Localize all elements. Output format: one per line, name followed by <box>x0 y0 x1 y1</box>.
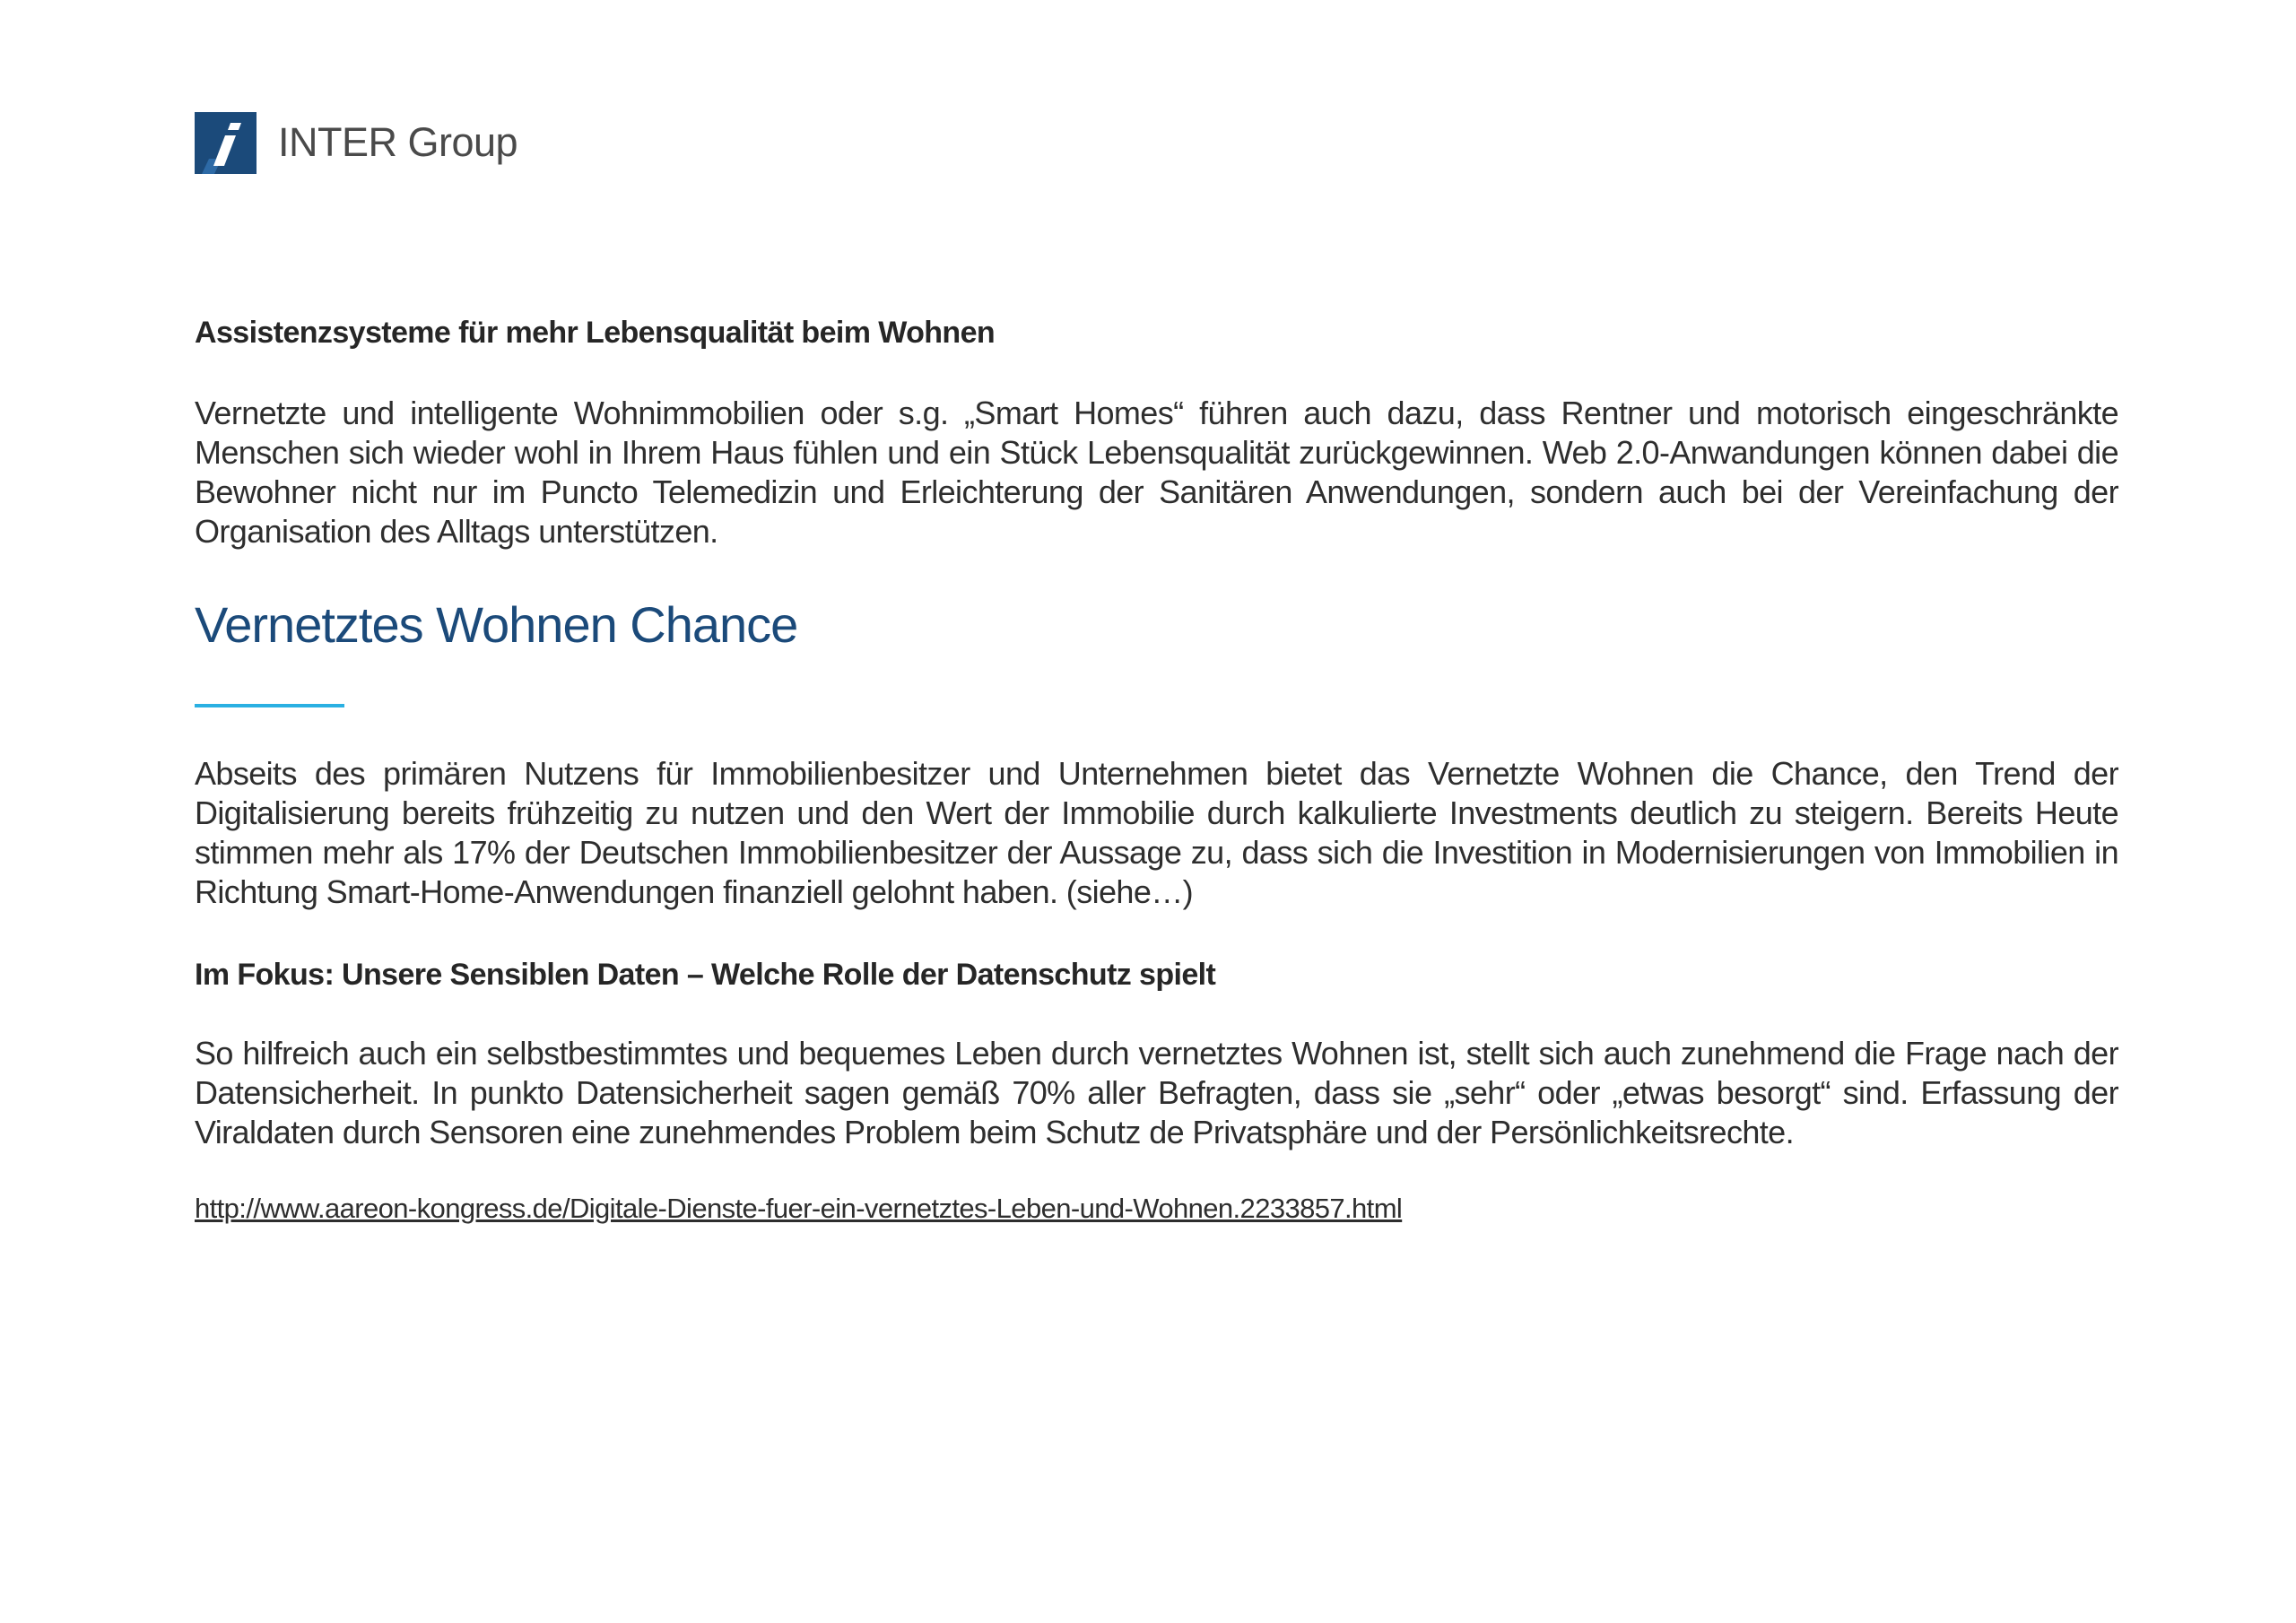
paragraph-datenschutz: So hilfreich auch ein selbstbestimmtes und bequemes Leben durch vernetztes Wohnen ist, stellt sich auch zunehmend die Frage nach der Datensicherheit. In punkto Datensicherheit sagen gemäß 70% aller Befragten, dass sie „sehr“ oder „etwas besorgt“ sind. Erfassung der Viraldaten durch Sensoren eine zunehmendes Problem beim Schutz de Privatsphäre und der Persönlichkeitsrechte. <box>195 1035 2118 1150</box>
brand-logo <box>195 110 517 175</box>
inter-group-i-logo-icon <box>195 112 257 174</box>
page-title: Vernetztes Wohnen Chance <box>195 596 798 653</box>
title-accent-divider <box>195 704 344 707</box>
paragraph-assistenzsysteme: Vernetzte und intelligente Wohnimmobilien oder s.g. „Smart Homes“ führen auch dazu, dass Rentner und motorisch eingeschränkte Menschen sich wieder wohl in Ihrem Haus fühlen und ein Stück Lebensqualität zurückgewinnen. Web 2.0-Anwandungen können dabei die Bewohner nicht nur im Puncto Telemedizin und Erleichterung der Sanitären Anwendungen, sondern auch bei der Vereinfachung der Organisation des Alltags unterstützen. <box>195 395 2118 550</box>
paragraph-chance: Abseits des primären Nutzens für Immobilienbesitzer und Unternehmen bietet das Vernetzte Wohnen die Chance, den Trend der Digitalisierung bereits frühzeitig zu nutzen und den Wert der Immobilie durch kalkulierte Investments deutlich zu steigern. Bereits Heute stimmen mehr als 17% der Deutschen Immobilienbesitzer der Aussage zu, dass sich die Investition in Modernisierungen von Immobilien in Richtung Smart-Home-Anwendungen finanziell gelohnt haben. (siehe…) <box>195 755 2118 910</box>
section-heading-assistenzsysteme: Assistenzsysteme für mehr Lebensqualität beim Wohnen <box>195 316 996 350</box>
document-page <box>195 0 2118 1623</box>
source-link[interactable]: http://www.aareon-kongress.de/Digitale-Dienste-fuer-ein-vernetztes-Leben-und-Wohnen.2233857.html <box>195 1193 1403 1224</box>
section-heading-datenschutz: Im Fokus: Unsere Sensiblen Daten – Welche Rolle der Datenschutz spielt <box>195 958 1216 992</box>
brand-name: INTER Group <box>278 119 518 165</box>
